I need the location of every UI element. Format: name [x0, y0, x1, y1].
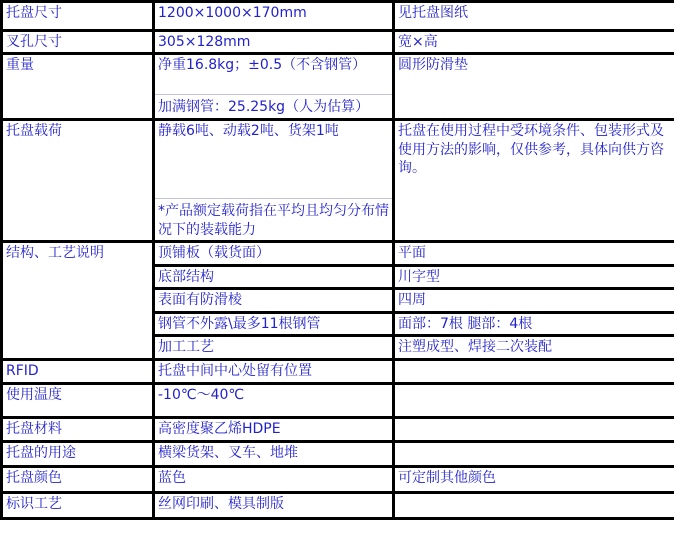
table-row — [2, 242, 674, 265]
table-row — [2, 441, 674, 466]
row-value: 钢管不外露\最多11根钢管 — [154, 312, 394, 335]
row-note: 见托盘图纸 — [394, 2, 674, 31]
table-row — [2, 120, 674, 242]
row-value: 高密度聚乙烯HDPE — [154, 417, 394, 441]
row-note: 川字型 — [394, 265, 674, 288]
row-note — [394, 492, 674, 518]
table-row — [2, 2, 674, 31]
row-value — [154, 120, 394, 242]
row-value: 表面有防滑棱 — [154, 289, 394, 312]
row-label: 标识工艺 — [2, 492, 154, 518]
row-note — [394, 359, 674, 383]
row-note: 可定制其他颜色 — [394, 466, 674, 492]
row-value: 1200×1000×170mm — [154, 2, 394, 31]
row-value: 丝网印刷、模具制版 — [154, 492, 394, 518]
row-value: 蓝色 — [154, 466, 394, 492]
row-value — [154, 54, 394, 120]
row-label: 结构、工艺说明 — [2, 242, 154, 359]
row-value-primary: 净重16.8kg；±0.5（不含钢管） — [158, 57, 367, 74]
row-note — [394, 441, 674, 466]
table-row — [2, 359, 674, 383]
row-value: 托盘中间中心处留有位置 — [154, 359, 394, 383]
row-label: 使用温度 — [2, 383, 154, 417]
row-note: 注塑成型、焊接二次装配 — [394, 336, 674, 359]
table-row — [2, 417, 674, 441]
row-value: -10℃～40℃ — [154, 383, 394, 417]
table-row — [2, 31, 674, 54]
table-row — [2, 466, 674, 492]
row-note — [394, 383, 674, 417]
row-label: 叉孔尺寸 — [2, 31, 154, 54]
row-value: 顶铺板（载货面） — [154, 242, 394, 265]
row-note: 面部：7根 腿部：4根 — [394, 312, 674, 335]
row-note: 平面 — [394, 242, 674, 265]
row-note: 四周 — [394, 289, 674, 312]
row-label: RFID — [2, 359, 154, 383]
row-label: 托盘的用途 — [2, 441, 154, 466]
row-value-secondary: 加满钢管：25.25kg（人为估算） — [155, 94, 392, 117]
row-label: 托盘载荷 — [2, 120, 154, 242]
row-label: 托盘尺寸 — [2, 2, 154, 31]
table-row — [2, 383, 674, 417]
row-value: 底部结构 — [154, 265, 394, 288]
row-value-primary: 静载6吨、动载2吨、货架1吨 — [158, 123, 339, 140]
row-note — [394, 417, 674, 441]
row-note: 宽×高 — [394, 31, 674, 54]
table-row — [2, 492, 674, 518]
row-label: 托盘材料 — [2, 417, 154, 441]
row-value: 横梁货架、叉车、地堆 — [154, 441, 394, 466]
row-label: 重量 — [2, 54, 154, 120]
row-label: 托盘颜色 — [2, 466, 154, 492]
row-value: 305×128mm — [154, 31, 394, 54]
row-note: 托盘在使用过程中受环境条件、包装形式及使用方法的影响，仅供参考，具体向供方咨询。 — [394, 120, 674, 242]
row-value: 加工工艺 — [154, 336, 394, 359]
row-note: 圆形防滑垫 — [394, 54, 674, 120]
table-row — [2, 54, 674, 120]
row-value-secondary: *产品额定载荷指在平均且均匀分布情况下的装载能力 — [155, 198, 392, 240]
